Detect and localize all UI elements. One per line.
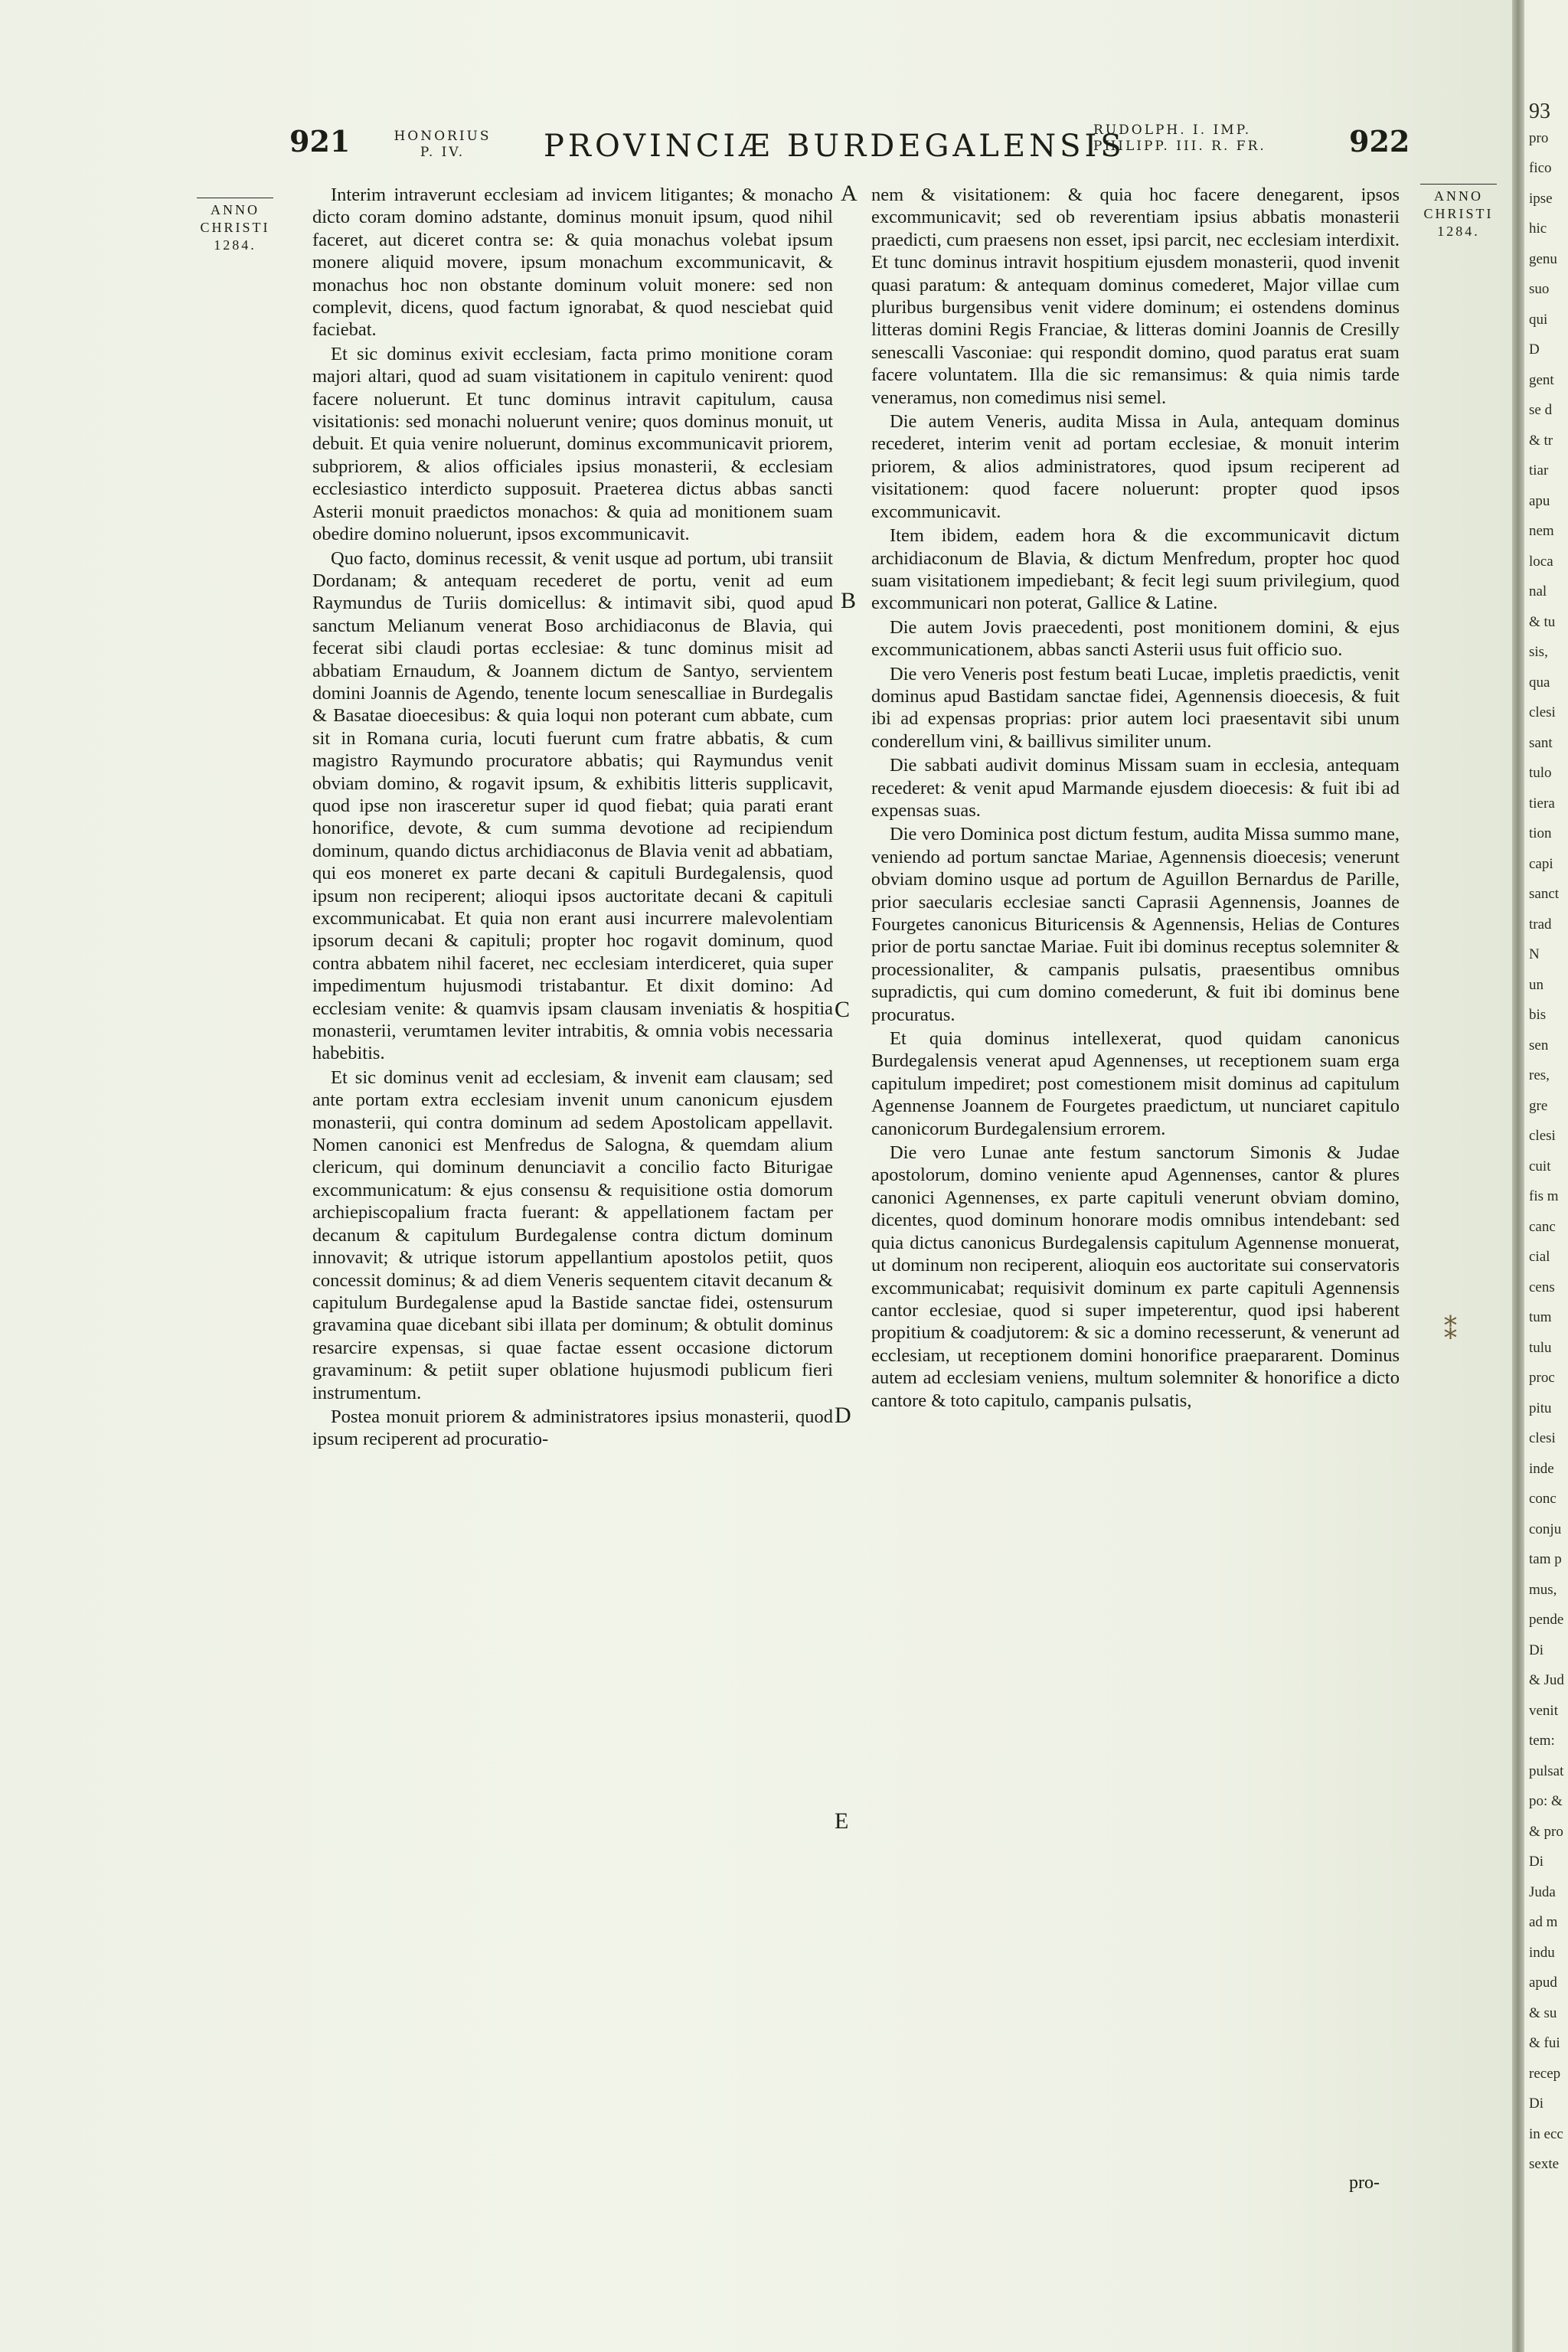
next-page-fragment: Di bbox=[1529, 2096, 1544, 2112]
page-header bbox=[0, 115, 1512, 168]
next-page-fragment: & fui bbox=[1529, 2035, 1560, 2051]
next-page-fragment: conc bbox=[1529, 1491, 1557, 1507]
paragraph: Postea monuit priorem & administratores ipsius monasterii, quod ipsum reciperent ad procuratio- bbox=[312, 1406, 833, 1450]
king-reference bbox=[1093, 122, 1315, 155]
next-page-fragment: qui bbox=[1529, 311, 1548, 328]
next-page-fragment: tulu bbox=[1529, 1339, 1552, 1356]
margin-anno: ANNO bbox=[211, 202, 260, 217]
next-page-fragment: & tr bbox=[1529, 432, 1553, 449]
next-page-fragment: gre bbox=[1529, 1097, 1548, 1114]
next-page-fragment: cial bbox=[1529, 1249, 1550, 1265]
page-title: PROVINCIÆ BURDEGALENSIS bbox=[544, 129, 1125, 164]
margin-rule bbox=[1420, 184, 1497, 185]
next-page-fragment: fis m bbox=[1529, 1188, 1559, 1204]
next-page-fragment: un bbox=[1529, 976, 1544, 993]
next-page-fragment: clesi bbox=[1529, 704, 1556, 720]
next-page-fragment: pulsat bbox=[1529, 1762, 1564, 1779]
next-page-fragment: bis bbox=[1529, 1007, 1547, 1023]
next-page-fragment: pende bbox=[1529, 1612, 1564, 1628]
next-page-fragment: hic bbox=[1529, 220, 1547, 237]
next-page-fragment: nal bbox=[1529, 583, 1547, 599]
next-page-fragment: sant bbox=[1529, 734, 1553, 751]
next-page-fragment: Di bbox=[1529, 1854, 1544, 1870]
next-page-fragment: tulo bbox=[1529, 765, 1552, 781]
paragraph: Die vero Lunae ante festum sanctorum Simonis & Judae apostolorum, domino veniente apud Agennenses, cantor & plures canonici Agennenses, ex parte capituli venerunt obviam domino, dicentes, quod dominum honorare modis omnibus intendebant: sed quia dictus canonicus Burdegalensis capitulum Agennense monuerat, ut dominum non reciperent, alioquin eos auctoritate sui conservatoris excommunicabat; requisivit dominum ex parte capituli Agennensis cantor ecclesiae, quod si super impeterentur, quod ipsi haberent propitium & coadjutorem: & sic a domino recesserunt, & venerunt ad ecclesiam, ut receptionem domini honorifice praepararent. Dominus autem ad ecclesiam veniens, multum solemniter & honorifice a dicto cantore & toto capitulo, campanis pulsatis, bbox=[871, 1142, 1400, 1411]
margin-date-right bbox=[1416, 184, 1501, 240]
next-page-fragment: in ecc bbox=[1529, 2125, 1563, 2142]
next-page-fragment: tiera bbox=[1529, 795, 1555, 812]
next-page-fragment: tum bbox=[1529, 1309, 1552, 1325]
next-page-fragment: inde bbox=[1529, 1460, 1554, 1477]
paragraph: Quo facto, dominus recessit, & venit usque ad portum, ubi transiit Dordanam; & antequam recederet de portu, venit ad eum Raymundus de Turiis domicellus: & intimavit sibi, quod apud sanctum Melianum venerat Boso archidiaconus de Blavia, qui fecerat sibi claudi portas ecclesiae: & tunc dominus misit ad abbatiam Ernaudum, & Joannem dictum de Santyo, servientem domini Joannis de Agendo, tenente locum senescalliae in Burdegalis & Basatae dioecesibus: & quia loqui non poterant cum abbate, cum sit in Romana curia, locuti fuerunt cum fratre abbatis, & cum magistro Raymundo procuratore abbatis; qui Raymundus venit obviam domino, & rogavit ipsum, & exhibitis litteris supplicavit, quod ipse non irasceretur super id quod fiebat; quia parati erant honorifice, devote, & cum summa devotione ad recipiendum dominum, quando dictus archidiaconus de Blavia venit ad abbatiam, qui eos moneret ex parte decani & capituli Burdegalensis, quod ipsum non reciperent; alioqui ipsos auctoritate decani & capituli excommunicabat. Et quia non erant ausi incurrere malevolentiam ipsorum decani & capituli; propter hoc rogavit dominum, quod contra abbatem nihil faceret, nec ecclesiam interdiceret, quia super impedimentum hujusmodi tristabantur. Et dixit domino: Ad ecclesiam venite: & quamvis ipsam clausam inveniatis & hospitia monasterii, verumtamen leviter intrabitis, & omnia vobis necessaria habebitis. bbox=[312, 547, 833, 1064]
catchword: pro- bbox=[1349, 2173, 1380, 2193]
next-page-fragment: sanct bbox=[1529, 886, 1560, 902]
next-page-fragment: tem: bbox=[1529, 1733, 1555, 1749]
pope-name: HONORIUS bbox=[394, 129, 492, 144]
margin-christi: CHRISTI bbox=[200, 220, 270, 235]
paragraph: Et sic dominus exivit ecclesiam, facta primo monitione coram majori altari, quod ad suam visitationem in capitulo venirent: quod facere noluerunt. Et tunc dominus intravit capitulum, causa visitationis: sed monachi noluerunt venire; quos dominus monuit, ut debuit. Et quia venire noluerunt, dominus excommunicavit priorem, subpriorem, & alios officiales ipsius monasterii, & ecclesiam ecclesiastico interdicto supposuit. Praeterea dictus abbas sancti Asterii monuit praedictos monachos: & quia ad monitionem suam obedire domino noluerunt, ipsos excommunicavit. bbox=[312, 343, 833, 545]
next-page-fragment: sis, bbox=[1529, 644, 1548, 660]
margin-year: 1284. bbox=[1437, 224, 1480, 239]
pope-reference bbox=[381, 129, 504, 161]
next-page-fragment: Di bbox=[1529, 1642, 1544, 1658]
next-page-fragment: loca bbox=[1529, 553, 1553, 570]
paragraph: Die autem Veneris, audita Missa in Aula, antequam dominus recederet, interim venit ad portam ecclesiae, & monuit interim priorem, & alios administratores, quod ipsum reciperent ad visitationem: quod facere noluerunt: propter quod ipsos excommunicavit. bbox=[871, 411, 1400, 522]
next-page-fragment: po: & bbox=[1529, 1793, 1563, 1809]
next-page-fragment: mus, bbox=[1529, 1581, 1557, 1598]
next-page-fragment: res, bbox=[1529, 1067, 1550, 1083]
next-page-fragment: clesi bbox=[1529, 1430, 1556, 1446]
paragraph: Interim intraverunt ecclesiam ad invicem litigantes; & monacho dicto coram domino adstante, dominus monuit ipsum, quod nihil faceret, aut diceret contra se: & quia monachus volebat ipsum monere aliquid movere, ipsum monachum excommunicavit, & monachus hoc non obstante dominum voluit monere: sed non complevit, dicens, quod factum ignorabat, & quod nesciebat quid faciebat. bbox=[312, 185, 833, 341]
page-number-right: 922 bbox=[1349, 124, 1410, 158]
next-page-fragment: sen bbox=[1529, 1037, 1549, 1054]
section-letter-a: A bbox=[841, 181, 858, 206]
next-page-fragment: genu bbox=[1529, 250, 1557, 267]
next-page-edge bbox=[1524, 0, 1568, 2352]
left-text-column bbox=[312, 184, 833, 1451]
next-page-fragment: qua bbox=[1529, 674, 1550, 691]
paragraph: nem & visitationem: & quia hoc facere denegarent, ipsos excommunicavit; sed ob reverentiam ipsius abbatis monasterii praedicti, cum praesens non esset, ipsi parcit, nec ecclesiam interdixit. Et tunc dominus intravit hospitium ejusdem monasterii, quod invenit quasi paratum: & antequam dominus comederet, Major villae cum pluribus burgensibus venit videre dominum; ei ostendens dominus litteras domini Regis Franciae, & litteras domini Joannis de Cresilly senescalli Vasconiae: qui respondit domino, quod paratus erat suam facere voluntatem. Illa die sic remansimus: & quia nimis tarde veneramus, non comedimus nisi semel. bbox=[871, 185, 1400, 408]
next-page-fragment: venit bbox=[1529, 1702, 1558, 1719]
paragraph: Et sic dominus venit ad ecclesiam, & invenit eam clausam; sed ante portam extra ecclesiam invenit unum canonicum ejusdem monasterii, qui contra dominum ad sedem Apostolicam appellavit. Nomen canonici est Menfredus de Salogna, & quemdam alium clericum, qui dominum denunciavit a concilio facto Biturigae excommunicatum: & ejus consensu & requisitione ostia domorum archiepiscopalium fracta fuerant: & appellationem factam per decanum & capitulum Burdegalense contra dictum dominum innovavit; & utrique istorum appellantium apostolos petiit, quos concessit dominus; & ad diem Veneris sequentem citavit decanum & capitulum Burdegalense apud la Bastide sanctae fidei, ostensurum gravamina quae dicebant sibi illata per dominum; & obtulit dominus resarcire expensas, si quae factae essent occasione dictorum gravaminum: & petiit super oblatione hujusmodi publicum fieri instrumentum. bbox=[312, 1067, 833, 1403]
section-letter-c: C bbox=[835, 997, 851, 1022]
next-page-fragment: tam p bbox=[1529, 1551, 1562, 1567]
next-page-fragment: se d bbox=[1529, 402, 1553, 418]
next-page-fragment: pro bbox=[1529, 129, 1549, 146]
next-page-fragment: D bbox=[1529, 341, 1540, 358]
paragraph: Item ibidem, eadem hora & die excommunicavit dictum archidiaconum de Blavia, & dictum Menfredum, propter hoc quod suam visitationem impediebant; & fecit legi suum privilegium, quod excommunicari non poterat, Gallice & Latine. bbox=[871, 525, 1400, 614]
next-page-fragment: apud bbox=[1529, 1975, 1557, 1991]
next-page-fragment: clesi bbox=[1529, 1128, 1556, 1144]
next-page-fragment: pitu bbox=[1529, 1400, 1552, 1416]
next-page-fragment: & pro bbox=[1529, 1823, 1563, 1840]
next-page-fragment: & su bbox=[1529, 2004, 1557, 2021]
next-page-fragment: & Jud bbox=[1529, 1672, 1564, 1688]
next-page-fragment: trad bbox=[1529, 916, 1552, 933]
next-page-fragment: gent bbox=[1529, 371, 1554, 388]
next-page-fragment: canc bbox=[1529, 1218, 1556, 1235]
right-text-column bbox=[871, 184, 1400, 1412]
next-page-fragment: fico bbox=[1529, 160, 1552, 176]
next-page-fragment: tiar bbox=[1529, 462, 1549, 479]
margin-year: 1284. bbox=[214, 237, 256, 253]
page-number-left: 921 bbox=[289, 124, 351, 158]
next-page-fragment: cuit bbox=[1529, 1158, 1551, 1174]
paragraph: Et quia dominus intellexerat, quod quidam canonicus Burdegalensis venerat apud Agennenses, ut receptionem suam erga capitulum impediret; post comestionem misit dominus ad capitulum Agennense Joannem de Fourgetes praedictum, ut nunciaret capitulo canonicorum Burdegalensium errorem. bbox=[871, 1028, 1400, 1139]
next-page-fragment: Juda bbox=[1529, 1883, 1556, 1900]
next-page-fragment: recep bbox=[1529, 2065, 1561, 2082]
next-page-fragment: tion bbox=[1529, 825, 1552, 841]
next-page-fragment: cens bbox=[1529, 1279, 1555, 1295]
king-name: PHILIPP. III. R. FR. bbox=[1093, 139, 1266, 154]
next-page-fragment: indu bbox=[1529, 1944, 1555, 1961]
margin-anno: ANNO bbox=[1434, 188, 1483, 204]
margin-date-left bbox=[193, 198, 277, 254]
next-page-fragment: ipse bbox=[1529, 190, 1553, 207]
next-page-fragment: sexte bbox=[1529, 2156, 1560, 2172]
ink-mark: ⁑ bbox=[1444, 1315, 1457, 1346]
paragraph: Die autem Jovis praecedenti, post monitionem domini, & ejus excommunicationem, abbas sancti Asterii usus fuit officio suo. bbox=[871, 616, 1400, 661]
section-letter-e: E bbox=[835, 1808, 849, 1834]
section-letter-d: D bbox=[835, 1403, 851, 1428]
pope-year: P. IV. bbox=[420, 145, 466, 160]
next-page-fragment: nem bbox=[1529, 523, 1554, 539]
paragraph: Die vero Veneris post festum beati Lucae, impletis praedictis, venit dominus apud Bastidam sanctae fidei, Agennensis dioecesis, & fuit ibi ad expensas proprias: prior autem loci praesentavit sibi unum conderellum vini, & baillivus similiter unum. bbox=[871, 663, 1400, 752]
emperor-name: RUDOLPH. I. IMP. bbox=[1093, 122, 1252, 138]
next-page-fragment: apu bbox=[1529, 492, 1550, 509]
section-letter-b: B bbox=[841, 588, 857, 613]
next-page-fragment: proc bbox=[1529, 1370, 1555, 1386]
next-page-fragment: 93 bbox=[1529, 100, 1550, 123]
next-page-fragment: capi bbox=[1529, 855, 1553, 872]
book-gutter bbox=[1512, 0, 1524, 2352]
paragraph: Die sabbati audivit dominus Missam suam in ecclesia, antequam recederet: & venit apud Marmande ejusdem dioecesis: & fuit ibi ad expensas suas. bbox=[871, 755, 1400, 821]
margin-christi: CHRISTI bbox=[1423, 206, 1494, 221]
paragraph: Die vero Dominica post dictum festum, audita Missa summo mane, veniendo ad portum sanctae Mariae, Agennensis dioecesis; venerunt obviam domino usque ad portum de Aguillon Bernardus de Parille, prior saecularis ecclesiae sancti Caprasii Agennensis, Joannes de Fourgetes canonicus Bituricensis & Agennensis, Helias de Contures prior de portu sanctae Mariae. Fuit ibi dominus receptus solemniter & processionaliter, & campanis pulsatis, praesentibus omnibus supradictis, qui cum domino comederunt, & fuit ibi dominus bene procuratus. bbox=[871, 824, 1400, 1025]
next-page-fragment: suo bbox=[1529, 281, 1550, 297]
next-page-fragment: & tu bbox=[1529, 613, 1556, 630]
next-page-fragment: conju bbox=[1529, 1521, 1562, 1537]
next-page-fragment: N bbox=[1529, 946, 1540, 962]
next-page-fragment: ad m bbox=[1529, 1914, 1558, 1930]
